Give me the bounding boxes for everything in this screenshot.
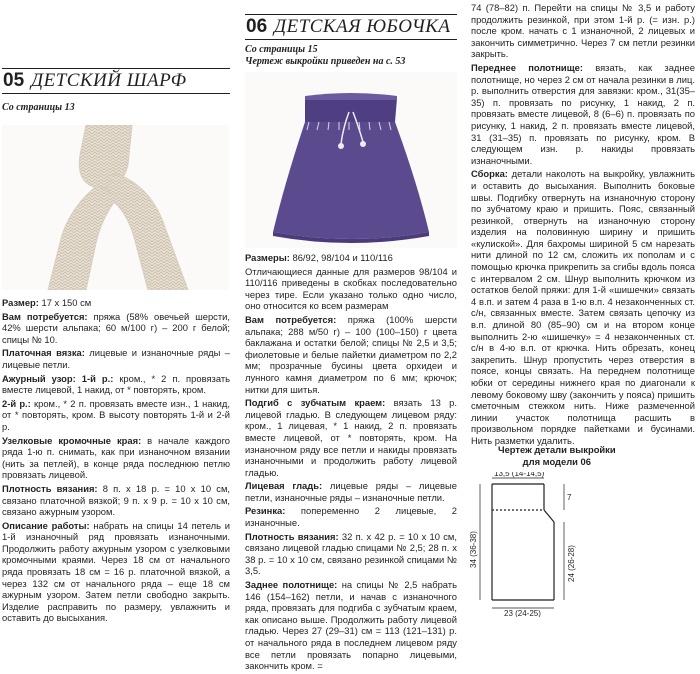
skirt-paragraph: 74 (78–82) п. Перейти на спицы № 3,5 и работу продолжить резинкой, при этом 1-й р. (= изн. р.) после кром. начать с 1 изнаночной, 2 лицевых и закончить симметрично. Через 7 см петли резинки закрыть.: [471, 2, 695, 60]
skirt-paragraph: Размеры: 86/92, 98/104 и 110/116: [245, 252, 393, 263]
skirt-paragraph: Сборка: детали наколоть на выкройку, увлажнить и оставить до высыхания. Выполнить боковые швы. Подгибку отвернуть на изнаночную сторону по зубчатому краю и пришить. Пояс, связанный резинкой, отвернуть на изнаночную сторону изделия на половинную ширину и пришить «кулиской». Для бахромы шириной 5 см нарезать нити длиной по 12 см, сложить их пополам и с помощью крючка прикрепить за сгибы вдоль пояса с интервалом 2 см. Шнур выполнить крючком из остатков белой пряжи: для 1-й «шишечки» связать 4 в.п. и затем 4 раза в 1-ю в.п. 4 незаконченных ст. с/н, связанных вместе. Затем связать цепочку из в.п. длиной 80 (85–90) см и на втором конце выполнить 2-ю «шишечку» = 4 незаконченных ст. с/н в 4-ю в.п. от крючка. Нить обрезать, конец закрепить. Шнур пропустить через отверстия в поясе, концы связать. На переднем полотнище юбки от середины нижнего края по диагонали к левому боковому шву (закончить у пояса) пришить сметочным стежком нить. Ниже размеченной линии участок полотнища расшить в произвольном порядке пайетками и бусинами. Нить разметки удалить.: [471, 168, 695, 446]
scarf-illustration: [2, 125, 229, 290]
scarf-paragraph: Платочная вязка: лицевые и изнаночные ряды – лицевые петли.: [2, 347, 230, 370]
pattern-caption-line1: Чертеж детали выкройки: [498, 444, 616, 455]
scarf-paragraph: Узелковые кромочные края: в начале каждого ряда 1-ю п. снимать, как при изнаночном вязании (нить за петлей), в конце ряда последнюю петлю провязать лицевой.: [2, 434, 231, 481]
skirt-paragraph: Плотность вязания: 32 п. x 42 р. = 10 x 10 см, связано лицевой гладью спицами № 2,5; 28 п. x 38 р. = 10 x 10 см, связано резинкой спицами № 3,5.: [245, 530, 457, 577]
skirt-illustration: [245, 72, 457, 248]
pattern-right-height: 24 (26-28): [567, 545, 576, 582]
skirt-text-middle: [245, 252, 457, 674]
skirt-pattern-diagram: [466, 472, 586, 617]
skirt-text-right: [471, 2, 695, 449]
skirt-paragraph: Заднее полотнище: на спицы № 2,5 набрать 146 (154–162) петли, и начав с изнаночного ряда, провязать для подгиба с зубчатым краем, как описано выше. Продолжить работу лицевой гладью. Через 27 (29–31) см = 113 (121–131) р. от начального ряда в последнем лицевом ряду все петли провязать попарно лицевыми, закончить кром. =: [245, 579, 457, 672]
scarf-paragraph: Размер: 17 x 150 см: [2, 297, 92, 308]
skirt-paragraph: Подгиб с зубчатым краем: вязать 13 р. лицевой гладью. В следующем лицевом ряду: кром., 1 лицевая, * 1 накид, 2 п. провязать вместе лицевой, от * повторять, кром. На изнаночном ряду все петли и накиды провязать изнаночными и продолжить работу лицевой гладью.: [245, 397, 457, 478]
pattern-bottom-width: 23 (24-25): [504, 609, 541, 617]
pattern-dimensions: [480, 478, 564, 608]
scarf-paragraph: 2-й р.: кром., * 2 п. провязать вместе изн., 1 накид, от * повторять, кром. В высоту повторять 1-й и 2-й р.: [2, 397, 230, 432]
scarf-header: [2, 68, 230, 94]
skirt-paragraph: Вам потребуется: пряжа (100% шерсти альпака; 288 м/50 г) – 100 (100–150) г цвета баклажана и остатки белой; спицы № 2,5 и 3,5; фиолетовые и белые пайетки диаметром по 2,2 мм; прозрачные бусины цвета орхидеи и лунного камня диаметром по 6 мм; крючок; нитки для шитья.: [245, 313, 457, 395]
scarf-paragraph: Вам потребуется: пряжа (58% овечьей шерсти, 42% шерсти альпака; 60 м/100 г) – 200 г белой; спицы № 10.: [2, 310, 230, 345]
pattern-caption: [498, 444, 616, 467]
pattern-top-width: 13,5 (14-14,5): [494, 472, 545, 478]
skirt-paragraph: Переднее полотнище: вязать, как заднее полотнище, но через 2 см от начала резинки в лиц. р. выполнить отверстия для завязки: кром., 31(35–35) п. провязать по рисунку, 1 накид, 2 п. провязать вместе лицевой, 8 (6–6) п. провязать по рисунку, 1 накид, 2 п. провязать вместе лицевой, 31 (31–35) п. провязать по рисунку, кром. В следующем изн. р. накиды провязать изнаночными.: [471, 61, 695, 166]
pattern-outline: [492, 484, 554, 600]
scarf-text-column: [2, 297, 230, 626]
scarf-title: ДЕТСКИЙ ШАРФ: [31, 70, 187, 91]
skirt-from-page: Со страницы 15: [245, 44, 318, 55]
pattern-left-height: 34 (36-38): [469, 531, 478, 568]
skirt-header: [245, 14, 457, 40]
skirt-paragraph: Отличающиеся данные для размеров 98/104 и 110/116 приведены в скобках последовательно через тире. Если указано только одно число, оно относится ко всем размерам: [245, 265, 457, 312]
pattern-caption-line2: для модели 06: [522, 455, 591, 467]
scarf-number: 05: [3, 70, 25, 91]
skirt-number: 06: [246, 16, 268, 37]
pattern-band-height: 7: [567, 493, 572, 502]
purple-knitted-skirt-photo: [245, 72, 457, 248]
white-knitted-scarf-photo: [2, 125, 229, 290]
skirt-pattern-reference: Чертеж выкройки приведен на с. 53: [245, 56, 406, 67]
scarf-paragraph: Ажурный узор: 1-й р.: кром., * 2 п. провязать вместе лицевой, 1 накид, от * повторять, кром.: [2, 372, 231, 396]
scarf-from-page: Со страницы 13: [2, 102, 75, 113]
skirt-paragraph: Лицевая гладь: лицевые ряды – лицевые петли, изнаночные ряды – изнаночные петли.: [245, 480, 457, 503]
skirt-paragraph: Резинка: попеременно 2 лицевые, 2 изнаночные.: [245, 505, 457, 529]
skirt-title: ДЕТСКАЯ ЮБОЧКА: [274, 16, 451, 37]
scarf-paragraph: Описание работы: набрать на спицы 14 петель и 1-й изнаночный ряд провязать изнаночными. Продолжить работу ажурным узором с узелковыми кромочными краями. Через 18 см от начального ряда провязать 18 см = 16 р. платочной вязкой, а через 132 см от начального ряда – еще 18 см ажурным узором. Затем петли свободно закрыть. Изделие расправить по размеру, увлажнить и оставить до высыхания.: [2, 519, 230, 624]
scarf-paragraph: Плотность вязания: 8 п. x 18 р. = 10 x 10 см, связано платочной вязкой; 9 п. x 9 р. = 10 x 10 см, связано ажурным узором.: [2, 482, 230, 518]
